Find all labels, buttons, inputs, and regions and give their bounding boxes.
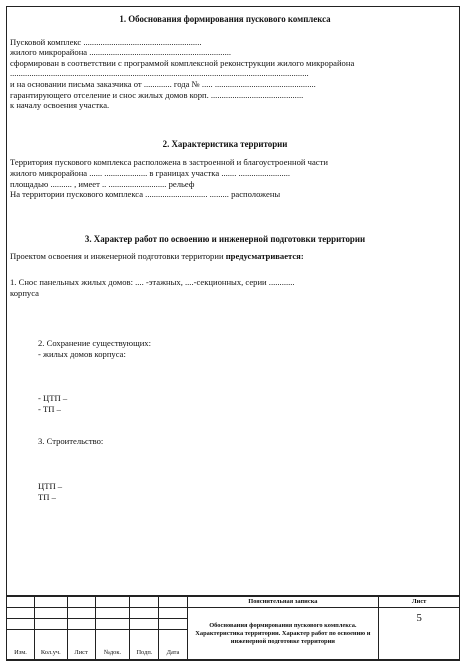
s3-tp: ТП – [38, 491, 56, 502]
s3-intro [10, 251, 440, 262]
section2-heading: 2. Характеристика территории [162, 138, 288, 149]
stamp-label-list: Лист [67, 630, 95, 661]
s3-item2: 2. Сохранение существующих: [38, 338, 151, 349]
s3-item1b: корпуса [10, 287, 39, 298]
section3-heading: 3. Характер работ по освоению и инженерной подготовки территории [84, 233, 366, 244]
s1-line-1: Пусковой комплекс ....................................................... [10, 36, 202, 47]
stamp-label-podp: Подп. [130, 630, 159, 661]
stamp-description: Обоснования формирования пускового комплекса. Характеристика территории. Характер работ по освоению и инженерной подготовке территории [187, 608, 379, 661]
s2-line-4: На территории пускового комплекса ............................. ......... расположены [10, 189, 281, 200]
section1-heading: 1. Обоснования формирования пускового комплекса [119, 14, 331, 24]
document-body [10, 8, 440, 502]
s1-line-3: сформирован в соответствии с программой комплексной реконструкции жилого микрорайона [10, 57, 355, 68]
s2-line-3: площадью .......... , имеет .. ........................... рельеф [10, 178, 195, 189]
stamp-title: Пояснительная записка [187, 597, 379, 608]
s1-line-5: и на основании письма заказчика от ............. года № ..... ............................................... [10, 78, 316, 89]
s1-line-2: жилого микрорайона .................................................................. [10, 47, 232, 58]
s3-intro-bold: предусматривается: [225, 251, 304, 262]
s3-ctp-dash: - ЦТП – [38, 393, 68, 404]
s1-line-4: ........................................................................................................................................... [10, 68, 309, 79]
stamp-label-koluch: Кол.уч. [35, 630, 68, 661]
stamp-sheet-label: Лист [379, 597, 460, 608]
stamp-label-data: Дата [159, 630, 187, 661]
s3-item3: 3. Строительство: [38, 436, 104, 447]
s1-line-6: гарантирующего отселение и снос жилых домов корп. ........................................... [10, 89, 304, 100]
s1-line-7: к началу освоения участка. [10, 100, 110, 111]
s3-ctp: ЦТП – [38, 481, 63, 492]
title-block [6, 595, 460, 661]
s3-tp-dash: - ТП – [38, 403, 61, 414]
s3-item1: 1. Снос панельных жилых домов: .... -этажных, ....-секционных, серии ............ [10, 276, 295, 287]
stamp-label-izm: Изм. [7, 630, 35, 661]
stamp-sheet-number: 5 [379, 608, 460, 661]
s3-item2a: - жилых домов корпуса: [38, 348, 126, 359]
s2-line-2: жилого микрорайона ...... .................... в границах участка ....... ........................ [10, 167, 291, 178]
s2-line-1: Территория пускового комплекса расположена в застроенной и благоустроенной части [10, 157, 328, 168]
s3-intro-text: Проектом освоения и инженерной подготовки территории [10, 251, 224, 262]
stamp-label-ndok: №док. [95, 630, 130, 661]
